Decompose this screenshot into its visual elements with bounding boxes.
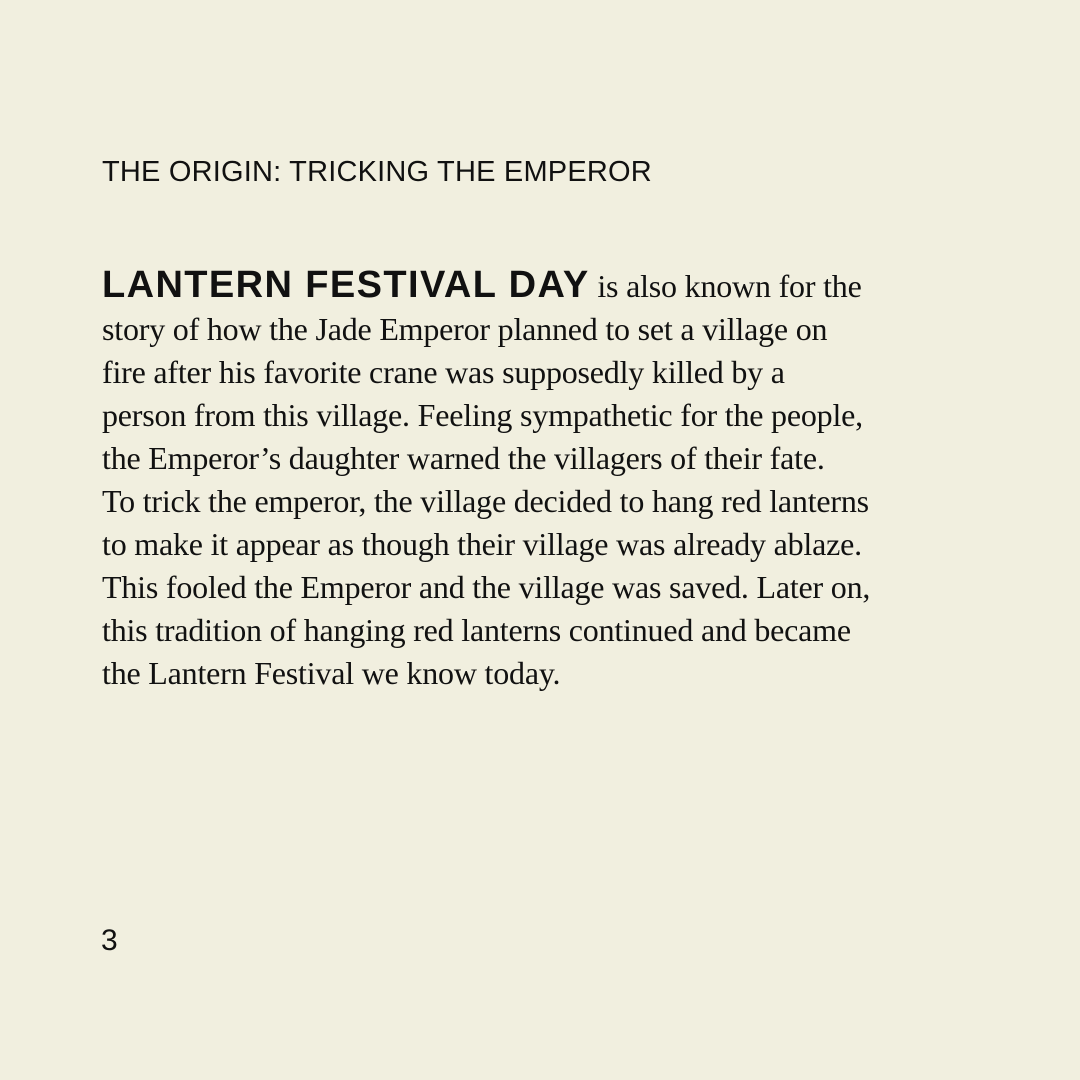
story-line-8: This fooled the Emperor and the village was saved. Later on,	[102, 569, 871, 605]
story-paragraph	[102, 264, 982, 695]
story-line-4: person from this village. Feeling sympathetic for the people,	[102, 397, 863, 433]
story-line-1-text: is also known for the	[589, 268, 862, 304]
story-line-3: fire after his favorite crane was supposedly killed by a	[102, 354, 785, 390]
story-line-6: To trick the emperor, the village decided to hang red lanterns	[102, 483, 869, 519]
page-number: 3	[101, 924, 118, 957]
section-heading: THE ORIGIN: TRICKING THE EMPEROR	[102, 156, 652, 188]
story-line-7: to make it appear as though their village was already ablaze.	[102, 526, 862, 562]
story-line-5: the Emperor’s daughter warned the villagers of their fate.	[102, 440, 825, 476]
lead-label: LANTERN FESTIVAL DAY	[102, 264, 590, 306]
story-line-9: this tradition of hanging red lanterns continued and became	[102, 612, 851, 648]
story-line-10: the Lantern Festival we know today.	[102, 655, 561, 691]
story-line-2: story of how the Jade Emperor planned to set a village on	[102, 311, 828, 347]
story-first-line	[102, 264, 982, 308]
